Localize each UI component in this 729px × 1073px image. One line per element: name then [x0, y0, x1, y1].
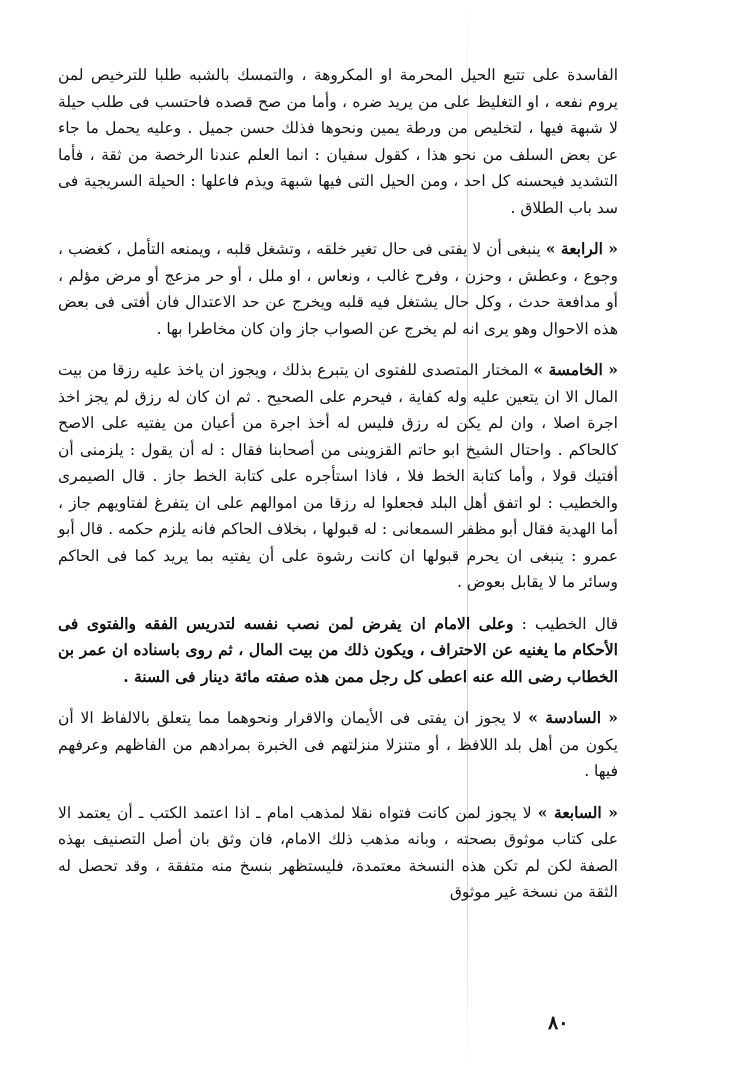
- paragraph-seventh: [58, 800, 618, 906]
- book-page-text: [58, 62, 618, 906]
- paragraph-text: المختار المتصدى للفتوى ان يتبرع بذلك ، ويجوز ان ياخذ عليه رزقا من بيت المال الا ان يتعين عليه وله كفاية ، فيحرم على الصحيح . ثم ان كان له رزق لم يجز اخذ اجرة اصلا ، وان لم يكن له رزق فليس له أخذ اجرة من أعيان من يفتيه على الاصح كالحاكم . واحتال الشيخ ابو حاتم القزوينى من أصحابنا فقال : له أن يقول : يلزمنى أن أفتيك قولا ، وأما كتابة الخط فلا ، فاذا استأجره على كتابة الخط جاز . قال الصيمرى والخطيب : لو اتفق أهل البلد فجعلوا له رزقا من اموالهم على ان يتفرغ لفتاويهم جاز ، أما الهدية فقال أبو مظفر السمعانى : له قبولها ، بخلاف الحاكم فانه يلزم حكمه . قال أبو عمرو : ينبغى ان يحرم قبولها ان كانت رشوة على أن يفتيه بما يريد كما فى الحاكم وسائر ما لا يقابل بعوض .: [58, 361, 618, 591]
- paragraph-gap: [58, 342, 618, 357]
- paragraph-gap: [58, 221, 618, 236]
- paragraph-lead: قال الخطيب :: [521, 614, 618, 633]
- paragraph-text: ينبغى أن لا يفتى فى حال تغير خلقه ، وتشغل قلبه ، ويمنعه التأمل ، كغضب ، وجوع ، وعطش ، وحزن ، وفرح غالب ، ونعاس ، او ملل ، أو حر مزعج أو مرض مؤلم ، أو مدافعة حدث ، وكل حال يشتغل فيه قلبه ويخرج عن حد الاعتدال فان أفتى فى بعض هذه الاحوال وهو يرى انه لم يخرج عن الصواب جاز وان كان مخاطرا بها .: [58, 240, 618, 338]
- paragraph-text: وعلى الامام ان يفرض لمن نصب نفسه لتدريس الفقه والفتوى فى الأحكام ما يغنيه عن الاحتراف ، ويكون ذلك من بيت المال ، ثم روى باسناده ان عمر بن الخطاب رضى الله عنه اعطى كل رجل ممن هذه صفته مائة دينار فى السنة .: [58, 613, 618, 686]
- paragraph-fifth: [58, 357, 618, 596]
- paragraph-lead: « السادسة »: [528, 708, 618, 727]
- paragraph-lead: « الرابعة »: [545, 239, 618, 258]
- paragraph-khatib: [58, 611, 618, 691]
- paragraph-fourth: [58, 236, 618, 342]
- paragraph-continuation: [58, 62, 618, 221]
- paragraph-text: لا يجوز لمن كانت فتواه نقلا لمذهب امام ـ اذا اعتمد الكتب ـ أن يعتمد الا على كتاب موثوق بصحته ، وبانه مذهب ذلك الامام، فان وثق بان أصل التصنيف بهذه الصفة لكن لم تكن هذه النسخة معتمدة، فليستظهر بنسخ منه متفقة ، وقد تحصل له الثقة من نسخة غير موثوق: [58, 803, 618, 901]
- page-number: ٨٠: [548, 1012, 569, 1034]
- paragraph-lead: « السابعة »: [537, 802, 618, 822]
- paragraph-text: لا يجوز ان يفتى فى الأيمان والاقرار ونحوهما مما يتعلق بالالفاظ الا أن يكون من أهل بلد اللافظ ، أو متنزلا منزلتهم فى الخبرة بمرادهم من الفاظهم وعرفهم فيها .: [58, 709, 618, 780]
- paragraph-gap: [58, 690, 618, 705]
- paragraph-sixth: [58, 705, 618, 785]
- paragraph-lead: « الخامسة »: [533, 360, 618, 379]
- paragraph-gap: [58, 785, 618, 800]
- paragraph-gap: [58, 596, 618, 611]
- paragraph-text: الفاسدة على تتبع الحيل المحرمة او المكروهة ، والتمسك بالشبه طلبا للترخيص لمن يروم نفعه ، او التغليظ على من يريد ضره ، وأما من صح قصده فاحتسب فى طلب حيلة لا شبهة فيها ، لتخليص من ورطة يمين ونحوها فذلك حسن جميل . وعليه يحمل ما جاء عن بعض السلف من نحو هذا ، كقول سفيان : انما العلم عندنا الرخصة من ثقة ، فأما التشديد فيحسنه كل احد ، ومن الحيل التى فيها شبهة ويذم فاعلها : الحيلة السريجية فى سد باب الطلاق .: [58, 66, 618, 217]
